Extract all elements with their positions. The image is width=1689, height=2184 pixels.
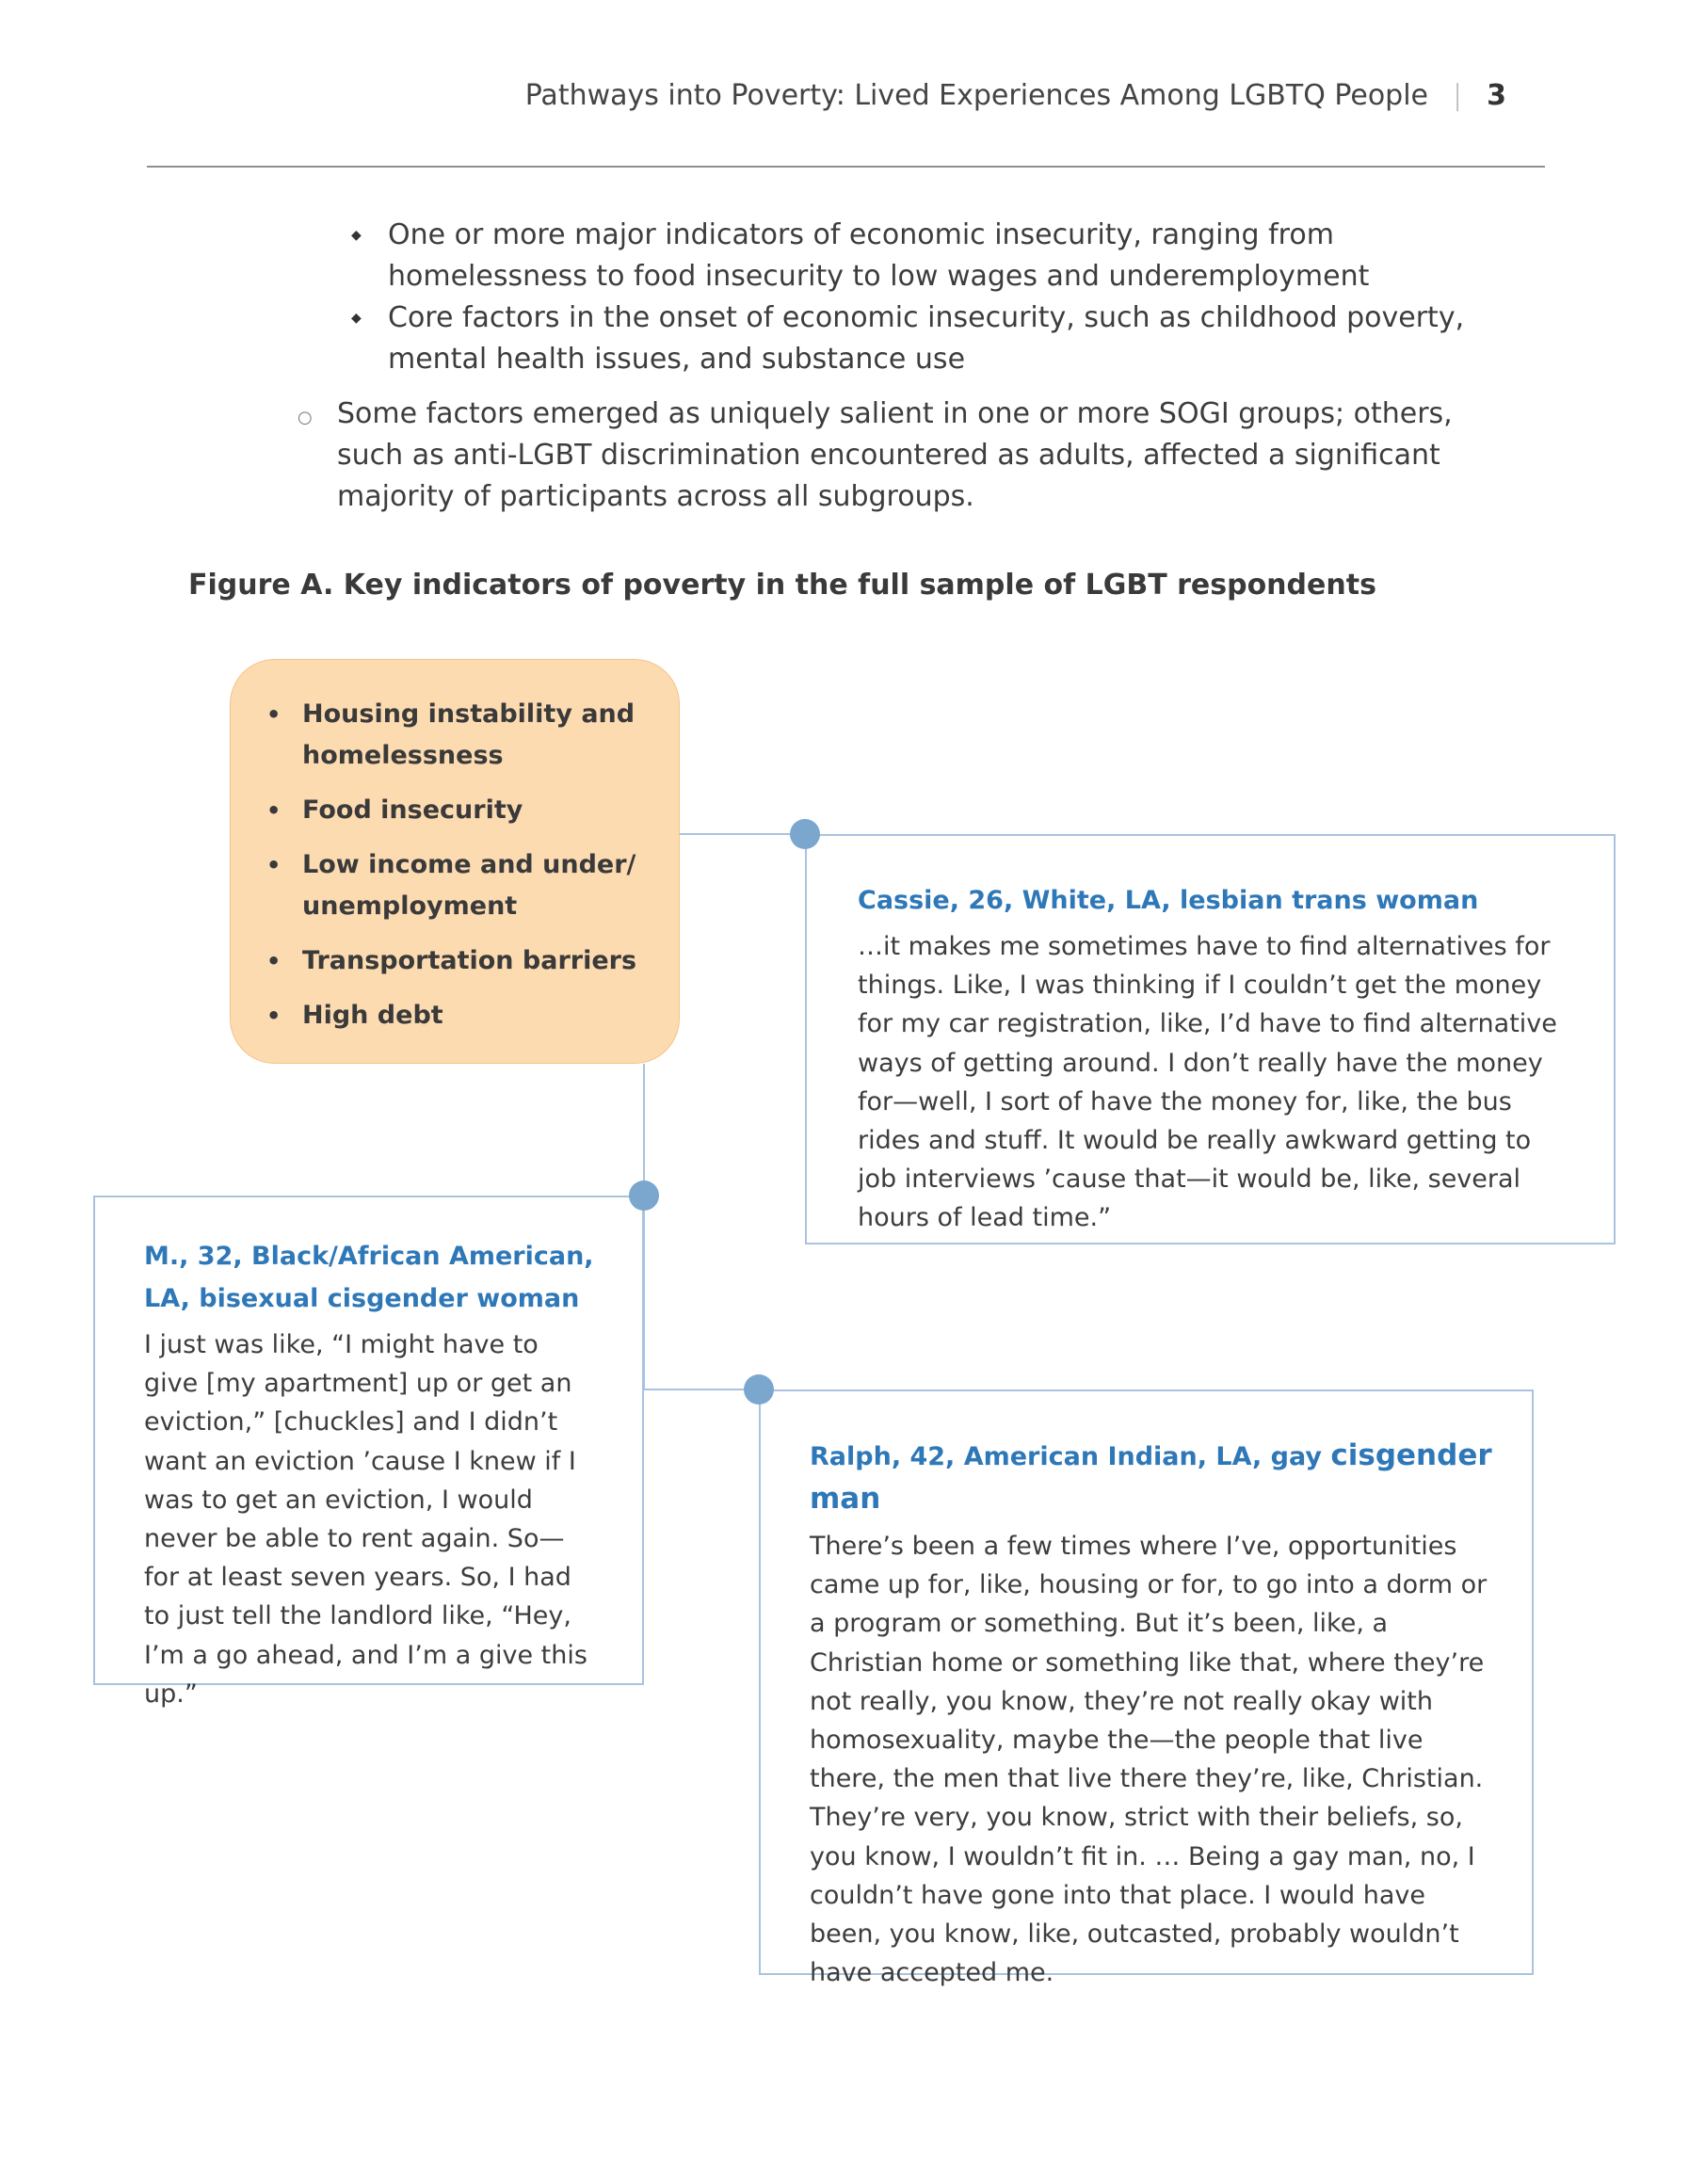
indicator-label: Transportation barriers: [302, 946, 637, 975]
bullet-icon: •: [266, 948, 282, 974]
diamond-bullet-icon: ◆: [351, 311, 362, 326]
figure-title: Figure A. Key indicators of poverty in the full sample of LGBT respondents: [188, 569, 1376, 602]
list-item-text: Some factors emerged as uniquely salient in one or more SOGI groups; others, such as anti-LGBT discrimination encountered as adults, affected a significant majority of participants across all subgroups.: [337, 397, 1453, 513]
bullet-icon: •: [266, 852, 282, 878]
connector-dot: [744, 1374, 774, 1405]
indicator-label: Low income and under/ unemployment: [302, 850, 636, 921]
list-item-text: One or more major indicators of economic insecurity, ranging from homelessness to food insecurity to low wages and underemployment: [388, 218, 1370, 293]
header-title: Pathways into Poverty: Lived Experiences Among LGBTQ People: [524, 79, 1429, 112]
bullet-icon: •: [266, 797, 282, 824]
page-number: 3: [1487, 79, 1506, 112]
header-separator: |: [1453, 79, 1463, 112]
quote-attribution: M., 32, Black/African American, LA, bisexual cisgender woman: [144, 1242, 594, 1313]
diamond-bullet-icon: ◆: [351, 228, 362, 243]
quote-attribution-part: cisgender man: [810, 1438, 1492, 1516]
bullet-icon: •: [266, 1003, 282, 1029]
quote-text: …it makes me sometimes have to find alternatives for things. Like, I was thinking if I couldn’t get the money for my car registration, like, I’d have to find alternative ways of getting around. I don’t really have the money for—well, I sort of have the money for, like, the bus rides and stuff. It would be really awkward getting to job interviews ’cause that—it would be, like, several hours of lead time.”: [858, 932, 1557, 1233]
quote-attribution-part: Ralph, 42, American Indian, LA, gay: [810, 1442, 1322, 1471]
connector-dot: [629, 1180, 659, 1211]
indicator-label: High debt: [302, 1001, 443, 1030]
quote-text: There’s been a few times where I’ve, opportunities came up for, like, housing or for, to go into a dorm or a program or something. But it’s been, like, a Christian home or something like that, where they’re not really, you know, they’re not really okay with homosexuality, maybe the—the people that live there, the men that live there they’re, like, Christian. They’re very, you know, strict with their beliefs, so, you know, I wouldn’t fit in. … Being a gay man, no, I couldn’t have gone into that place. I would have been, you know, like, outcasted, probably wouldn’t have accepted me.: [810, 1532, 1488, 1988]
quote-attribution: Cassie, 26, White, LA, lesbian trans woman: [858, 886, 1479, 915]
indicator-label: Food insecurity: [302, 795, 523, 825]
quote-text: I just was like, “I might have to give [my apartment] up or get an eviction,” [chuckles] and I didn’t want an eviction ’cause I knew if I was to get an eviction, I would never be able to rent again. So—for at least seven years. So, I had to just tell the landlord like, “Hey, I’m a go ahead, and I’m a give this up.”: [144, 1330, 587, 1709]
indicator-label: Housing instability and homelessness: [302, 699, 635, 770]
connector-dot: [790, 819, 820, 849]
circle-bullet-icon: ○: [298, 408, 313, 427]
bullet-icon: •: [266, 701, 282, 728]
list-item-text: Core factors in the onset of economic insecurity, such as childhood poverty, mental health issues, and substance use: [388, 301, 1465, 376]
